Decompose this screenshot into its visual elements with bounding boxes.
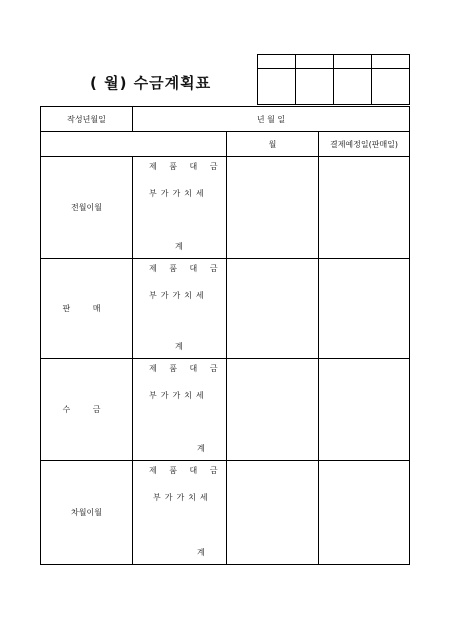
section-label-carried-out: 차월이월 bbox=[41, 461, 133, 565]
approval-sign-cell[interactable] bbox=[372, 69, 410, 105]
payment-date-column-header: 결제예정일(판매일) bbox=[319, 132, 410, 157]
payment-date-input-cell[interactable] bbox=[319, 461, 410, 565]
section-items bbox=[133, 259, 227, 359]
payment-date-input-cell[interactable] bbox=[319, 157, 410, 259]
approval-sign-cell[interactable] bbox=[258, 69, 296, 105]
section-items bbox=[133, 359, 227, 461]
item-total: 계 bbox=[197, 548, 205, 557]
section-label-sales: 판 매 bbox=[41, 259, 133, 359]
item-product-price: 제 품 대 금 bbox=[149, 162, 223, 171]
approval-sign-cell[interactable] bbox=[334, 69, 372, 105]
item-vat: 부가가치세 bbox=[149, 391, 208, 400]
blank-header-cell bbox=[41, 132, 227, 157]
section-items bbox=[133, 157, 227, 259]
collection-plan-table bbox=[40, 106, 410, 565]
month-input-cell[interactable] bbox=[227, 359, 319, 461]
month-input-cell[interactable] bbox=[227, 259, 319, 359]
month-input-cell[interactable] bbox=[227, 157, 319, 259]
document-title: ( 월) 수금계획표 bbox=[90, 74, 212, 92]
payment-date-input-cell[interactable] bbox=[319, 359, 410, 461]
item-product-price: 제 품 대 금 bbox=[149, 364, 223, 373]
approval-header-cell[interactable] bbox=[258, 55, 296, 69]
item-vat: 부가가치세 bbox=[149, 291, 208, 300]
month-column-header: 월 bbox=[227, 132, 319, 157]
item-total: 계 bbox=[197, 444, 205, 453]
date-value-field[interactable]: 년 월 일 bbox=[133, 107, 410, 132]
item-total: 계 bbox=[175, 242, 183, 251]
approval-box bbox=[257, 54, 410, 105]
approval-header-cell[interactable] bbox=[296, 55, 334, 69]
approval-header-cell[interactable] bbox=[334, 55, 372, 69]
approval-sign-cell[interactable] bbox=[296, 69, 334, 105]
item-vat: 부가가치세 bbox=[149, 189, 208, 198]
approval-header-cell[interactable] bbox=[372, 55, 410, 69]
section-label-collection: 수 금 bbox=[41, 359, 133, 461]
item-product-price: 제 품 대 금 bbox=[149, 264, 223, 273]
item-vat: 부가가치세 bbox=[153, 493, 212, 502]
item-product-price: 제 품 대 금 bbox=[149, 466, 223, 475]
date-label: 작성년월일 bbox=[41, 107, 133, 132]
item-total: 계 bbox=[175, 342, 183, 351]
section-items bbox=[133, 461, 227, 565]
payment-date-input-cell[interactable] bbox=[319, 259, 410, 359]
section-label-carried-in: 전월이월 bbox=[41, 157, 133, 259]
month-input-cell[interactable] bbox=[227, 461, 319, 565]
